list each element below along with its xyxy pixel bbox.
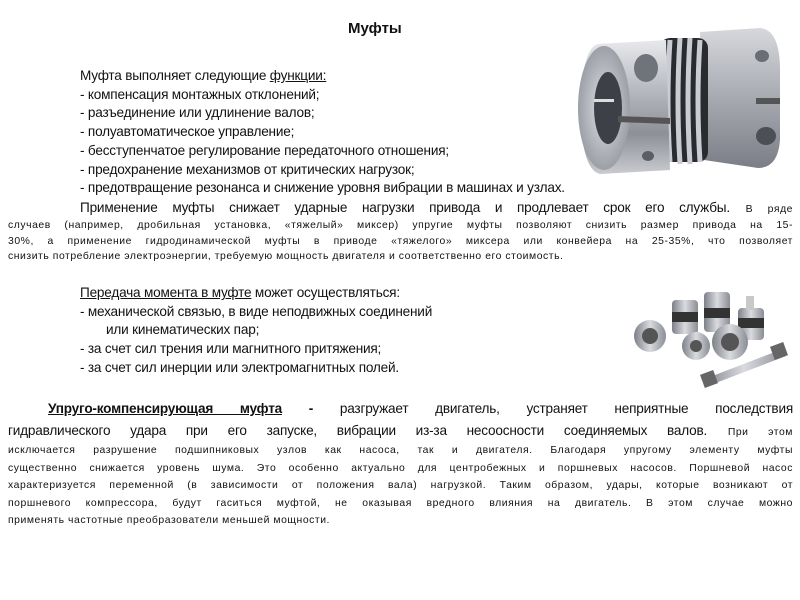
application-paragraph: [8, 218, 793, 265]
function-item: - полуавтоматическое управление;: [80, 124, 295, 140]
function-item: - разъединение или удлинение валов;: [80, 105, 315, 121]
functions-link[interactable]: функции:: [269, 68, 327, 83]
page-title: Муфты: [348, 20, 402, 37]
elastic-second-line: [8, 422, 793, 441]
elastic-first-line: [48, 400, 793, 419]
application-line: снизить потребление электроэнергии, требуемую мощность двигателя и соответственно его стоимость.: [8, 251, 564, 262]
function-item: - компенсация монтажных отклонений;: [80, 86, 320, 102]
application-first-line: [80, 199, 793, 218]
application-lead-small: В ряде: [745, 204, 794, 215]
function-item: - бесступенчатое регулирование передаточного отношения;: [80, 142, 449, 158]
elastic-line: поршневого компрессора, будут гаситься муфтой, не оказывая вредного влияния на двигатель. В этом случае можно: [8, 497, 793, 509]
coupling-set-icon: [622, 286, 794, 388]
transmission-item: или кинематических пар;: [106, 322, 260, 338]
elastic-line: характеризуется переменной (в зависимости от положения вала) нагрузкой. Таким образом, удары, которые возникают от: [8, 480, 793, 491]
functions-section: [80, 67, 565, 198]
transmission-item: - за счет сил инерции или электромагнитных полей.: [80, 359, 399, 375]
functions-intro: [80, 67, 565, 86]
elastic-dash: -: [282, 401, 340, 416]
elastic-term: Упруго-компенсирующая муфта: [48, 401, 283, 416]
function-item: - предохранение механизмов от критических нагрузок;: [80, 161, 415, 177]
elastic-lead-rest: разгружает двигатель, устраняет неприятные последствия: [339, 401, 794, 416]
bellows-coupling-icon: [570, 10, 790, 180]
functions-intro-text: Муфта выполняет следующие: [80, 68, 270, 83]
elastic-lead2: гидравлического удара при его запуске, вибрации из-за несоосности соединяемых валов.: [8, 423, 708, 438]
transmission-item: - за счет сил трения или магнитного притяжения;: [80, 341, 382, 357]
application-line: случаев (например, дробильная установка, «тяжелый» миксер) упругие муфты позволяют снизить размер привода на 15-: [8, 220, 793, 231]
application-line: 30%, а применение гидродинамической муфты в приводе «тяжелого» миксера или конвейера на 25-35%, что позволяет: [8, 235, 793, 247]
elastic-lead2-small: При этом: [727, 427, 794, 438]
transmission-link[interactable]: Передача момента в муфте: [80, 285, 252, 300]
function-item: - предотвращение резонанса и снижение уровня вибрации в машинах и узлах.: [80, 180, 565, 196]
elastic-line: существенно снижается уровень шума. Это особенно актуально для центробежных и поршневых насосов. Поршневой насос: [8, 462, 793, 474]
coupling-set-image: [622, 286, 794, 388]
elastic-line: исключается разрушение подшипниковых узлов как насоса, так и двигателя. Благодаря упругому элементу муфты: [8, 445, 793, 456]
application-lead: Применение муфты снижает ударные нагрузки привода и продлевает срок его службы.: [80, 200, 730, 215]
elastic-paragraph: [8, 442, 793, 530]
transmission-item: - механической связью, в виде неподвижных соединений: [80, 303, 433, 319]
transmission-heading-text: может осуществляться:: [251, 285, 400, 300]
transmission-section: [80, 284, 432, 378]
elastic-line: применять частотные преобразователи меньшей мощности.: [8, 515, 330, 526]
transmission-heading: [80, 284, 432, 303]
bellows-coupling-image: [570, 10, 790, 180]
